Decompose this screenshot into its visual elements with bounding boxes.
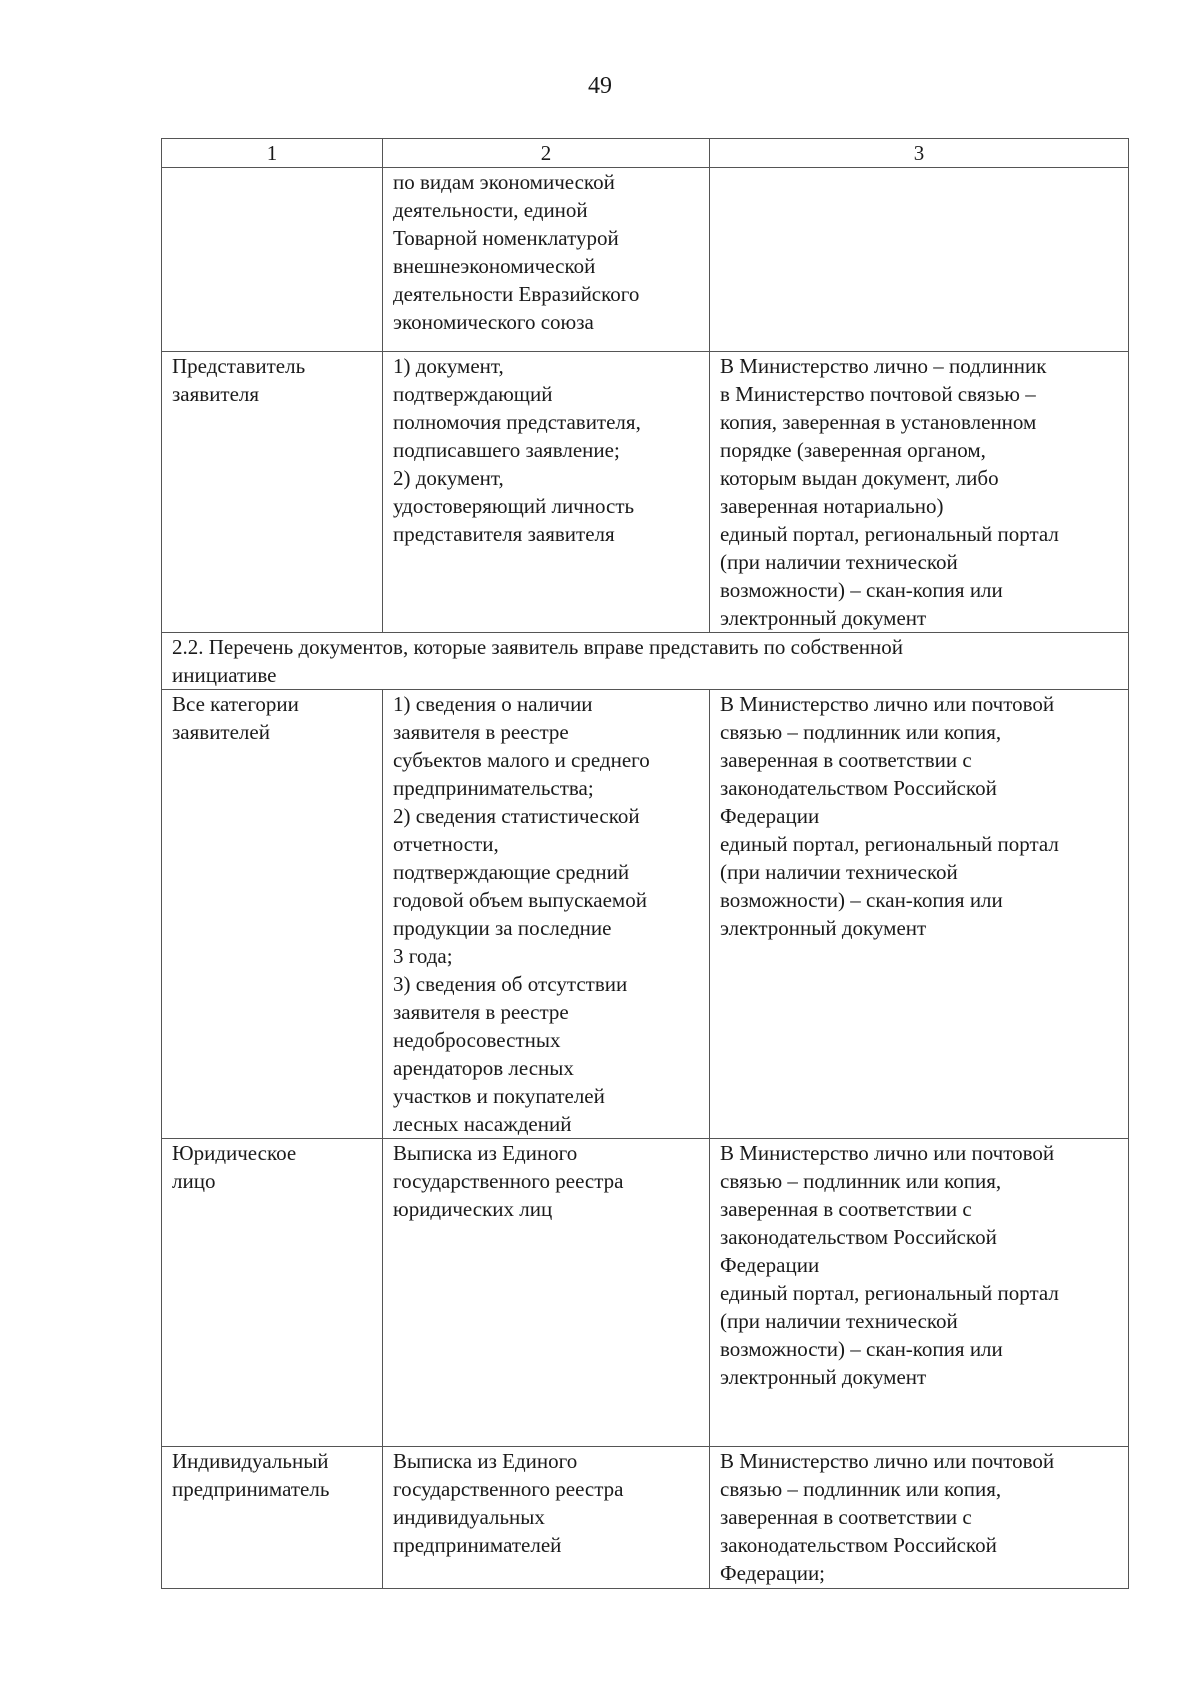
table-cell-category — [162, 168, 383, 352]
page-number: 49 — [588, 73, 612, 99]
table-row — [162, 1139, 1129, 1447]
table-cell-documents: 1) документ, подтверждающий полномочия представителя, подписавшего заявление; 2) документ, удостоверяющий личность представителя заявителя — [383, 352, 710, 633]
table-row — [162, 690, 1129, 1139]
column-header-2: 2 — [383, 139, 710, 168]
table-cell-submission — [710, 168, 1129, 352]
table-row — [162, 168, 1129, 352]
document-table — [161, 138, 1129, 1589]
table-cell-submission: В Министерство лично или почтовой связью – подлинник или копия, заверенная в соответствии с законодательством Российской Федерации единый портал, региональный портал (при наличии технической возможности) – скан-копия или электронный документ — [710, 1139, 1129, 1447]
table-cell-category: Юридическое лицо — [162, 1139, 383, 1447]
column-header-3: 3 — [710, 139, 1129, 168]
table-cell-category: Все категории заявителей — [162, 690, 383, 1139]
table-row — [162, 1447, 1129, 1589]
table-cell-documents: Выписка из Единого государственного реестра юридических лиц — [383, 1139, 710, 1447]
table-header-row — [162, 139, 1129, 168]
table-cell-documents: по видам экономической деятельности, единой Товарной номенклатурой внешнеэкономической деятельности Евразийского экономического союза — [383, 168, 710, 352]
table-cell-submission: В Министерство лично или почтовой связью – подлинник или копия, заверенная в соответствии с законодательством Российской Федерации единый портал, региональный портал (при наличии технической возможности) – скан-копия или электронный документ — [710, 690, 1129, 1139]
table-cell-submission: В Министерство лично или почтовой связью – подлинник или копия, заверенная в соответствии с законодательством Российской Федерации; — [710, 1447, 1129, 1589]
section-title: 2.2. Перечень документов, которые заявитель вправе представить по собственной инициативе — [162, 633, 1129, 690]
section-row — [162, 633, 1129, 690]
table-cell-category: Представитель заявителя — [162, 352, 383, 633]
table-cell-documents: Выписка из Единого государственного реестра индивидуальных предпринимателей — [383, 1447, 710, 1589]
table-cell-documents: 1) сведения о наличии заявителя в реестре субъектов малого и среднего предпринимательства; 2) сведения статистической отчетности, подтверждающие средний годовой объем выпускаемой продукции за последние 3 года; 3) сведения об отсутствии заявителя в реестре недобросовестных арендаторов лесных участков и покупателей лесных насаждений — [383, 690, 710, 1139]
table-row — [162, 352, 1129, 633]
table-cell-submission: В Министерство лично – подлинник в Министерство почтовой связью – копия, заверенная в установленном порядке (заверенная органом, которым выдан документ, либо заверенная нотариально) единый портал, региональный портал (при наличии технической возможности) – скан-копия или электронный документ — [710, 352, 1129, 633]
table-cell-category: Индивидуальный предприниматель — [162, 1447, 383, 1589]
column-header-1: 1 — [162, 139, 383, 168]
